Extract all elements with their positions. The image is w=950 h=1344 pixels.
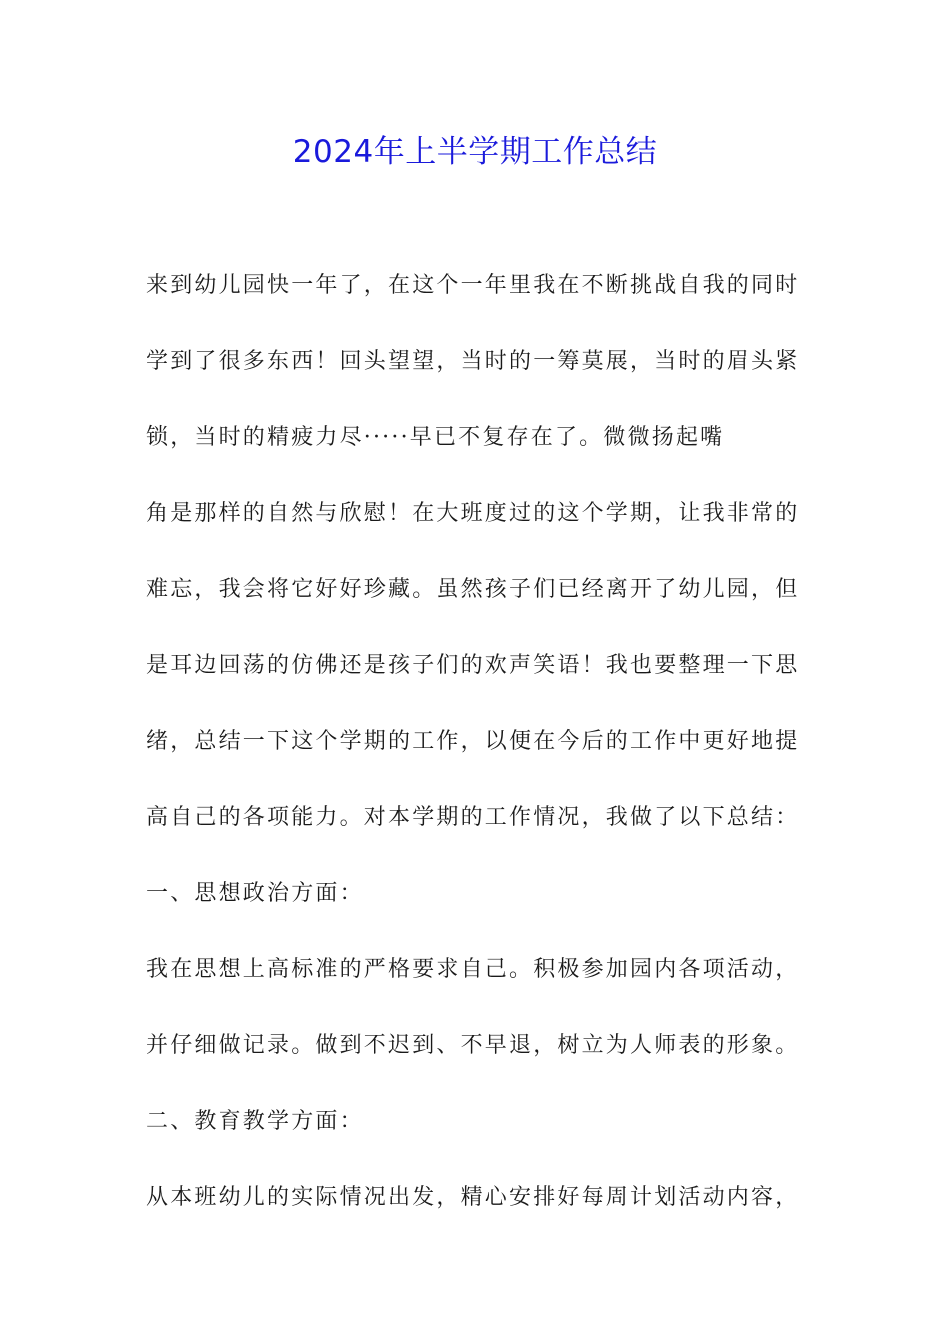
body-line-6: 是耳边回荡的仿佛还是孩子们的欢声笑语！我也要整理一下思 [146, 653, 800, 678]
document-body [146, 262, 806, 1250]
section-heading-2: 二、教育教学方面： [146, 1109, 364, 1134]
body-line-3: 锁，当时的精疲力尽·····早已不复存在了。微微扬起嘴 [146, 425, 725, 450]
body-line-10: 我在思想上高标准的严格要求自己。积极参加园内各项活动， [146, 957, 800, 982]
body-line-7: 绪，总结一下这个学期的工作，以便在今后的工作中更好地提 [146, 729, 800, 754]
body-line-5: 难忘，我会将它好好珍藏。虽然孩子们已经离开了幼儿园，但 [146, 577, 800, 602]
body-line-11: 并仔细做记录。做到不迟到、不早退，树立为人师表的形象。 [146, 1033, 800, 1058]
section-heading-1: 一、思想政治方面： [146, 881, 364, 906]
body-line-8: 高自己的各项能力。对本学期的工作情况，我做了以下总结： [146, 805, 800, 830]
body-line-13: 从本班幼儿的实际情况出发，精心安排好每周计划活动内容， [146, 1185, 800, 1210]
body-line-4: 角是那样的自然与欣慰！在大班度过的这个学期，让我非常的 [146, 501, 800, 526]
body-line-2: 学到了很多东西！回头望望，当时的一筹莫展，当时的眉头紧 [146, 349, 800, 374]
document-title: 2024年上半学期工作总结 [292, 134, 658, 170]
body-line-1: 来到幼儿园快一年了，在这个一年里我在不断挑战自我的同时 [146, 273, 800, 298]
